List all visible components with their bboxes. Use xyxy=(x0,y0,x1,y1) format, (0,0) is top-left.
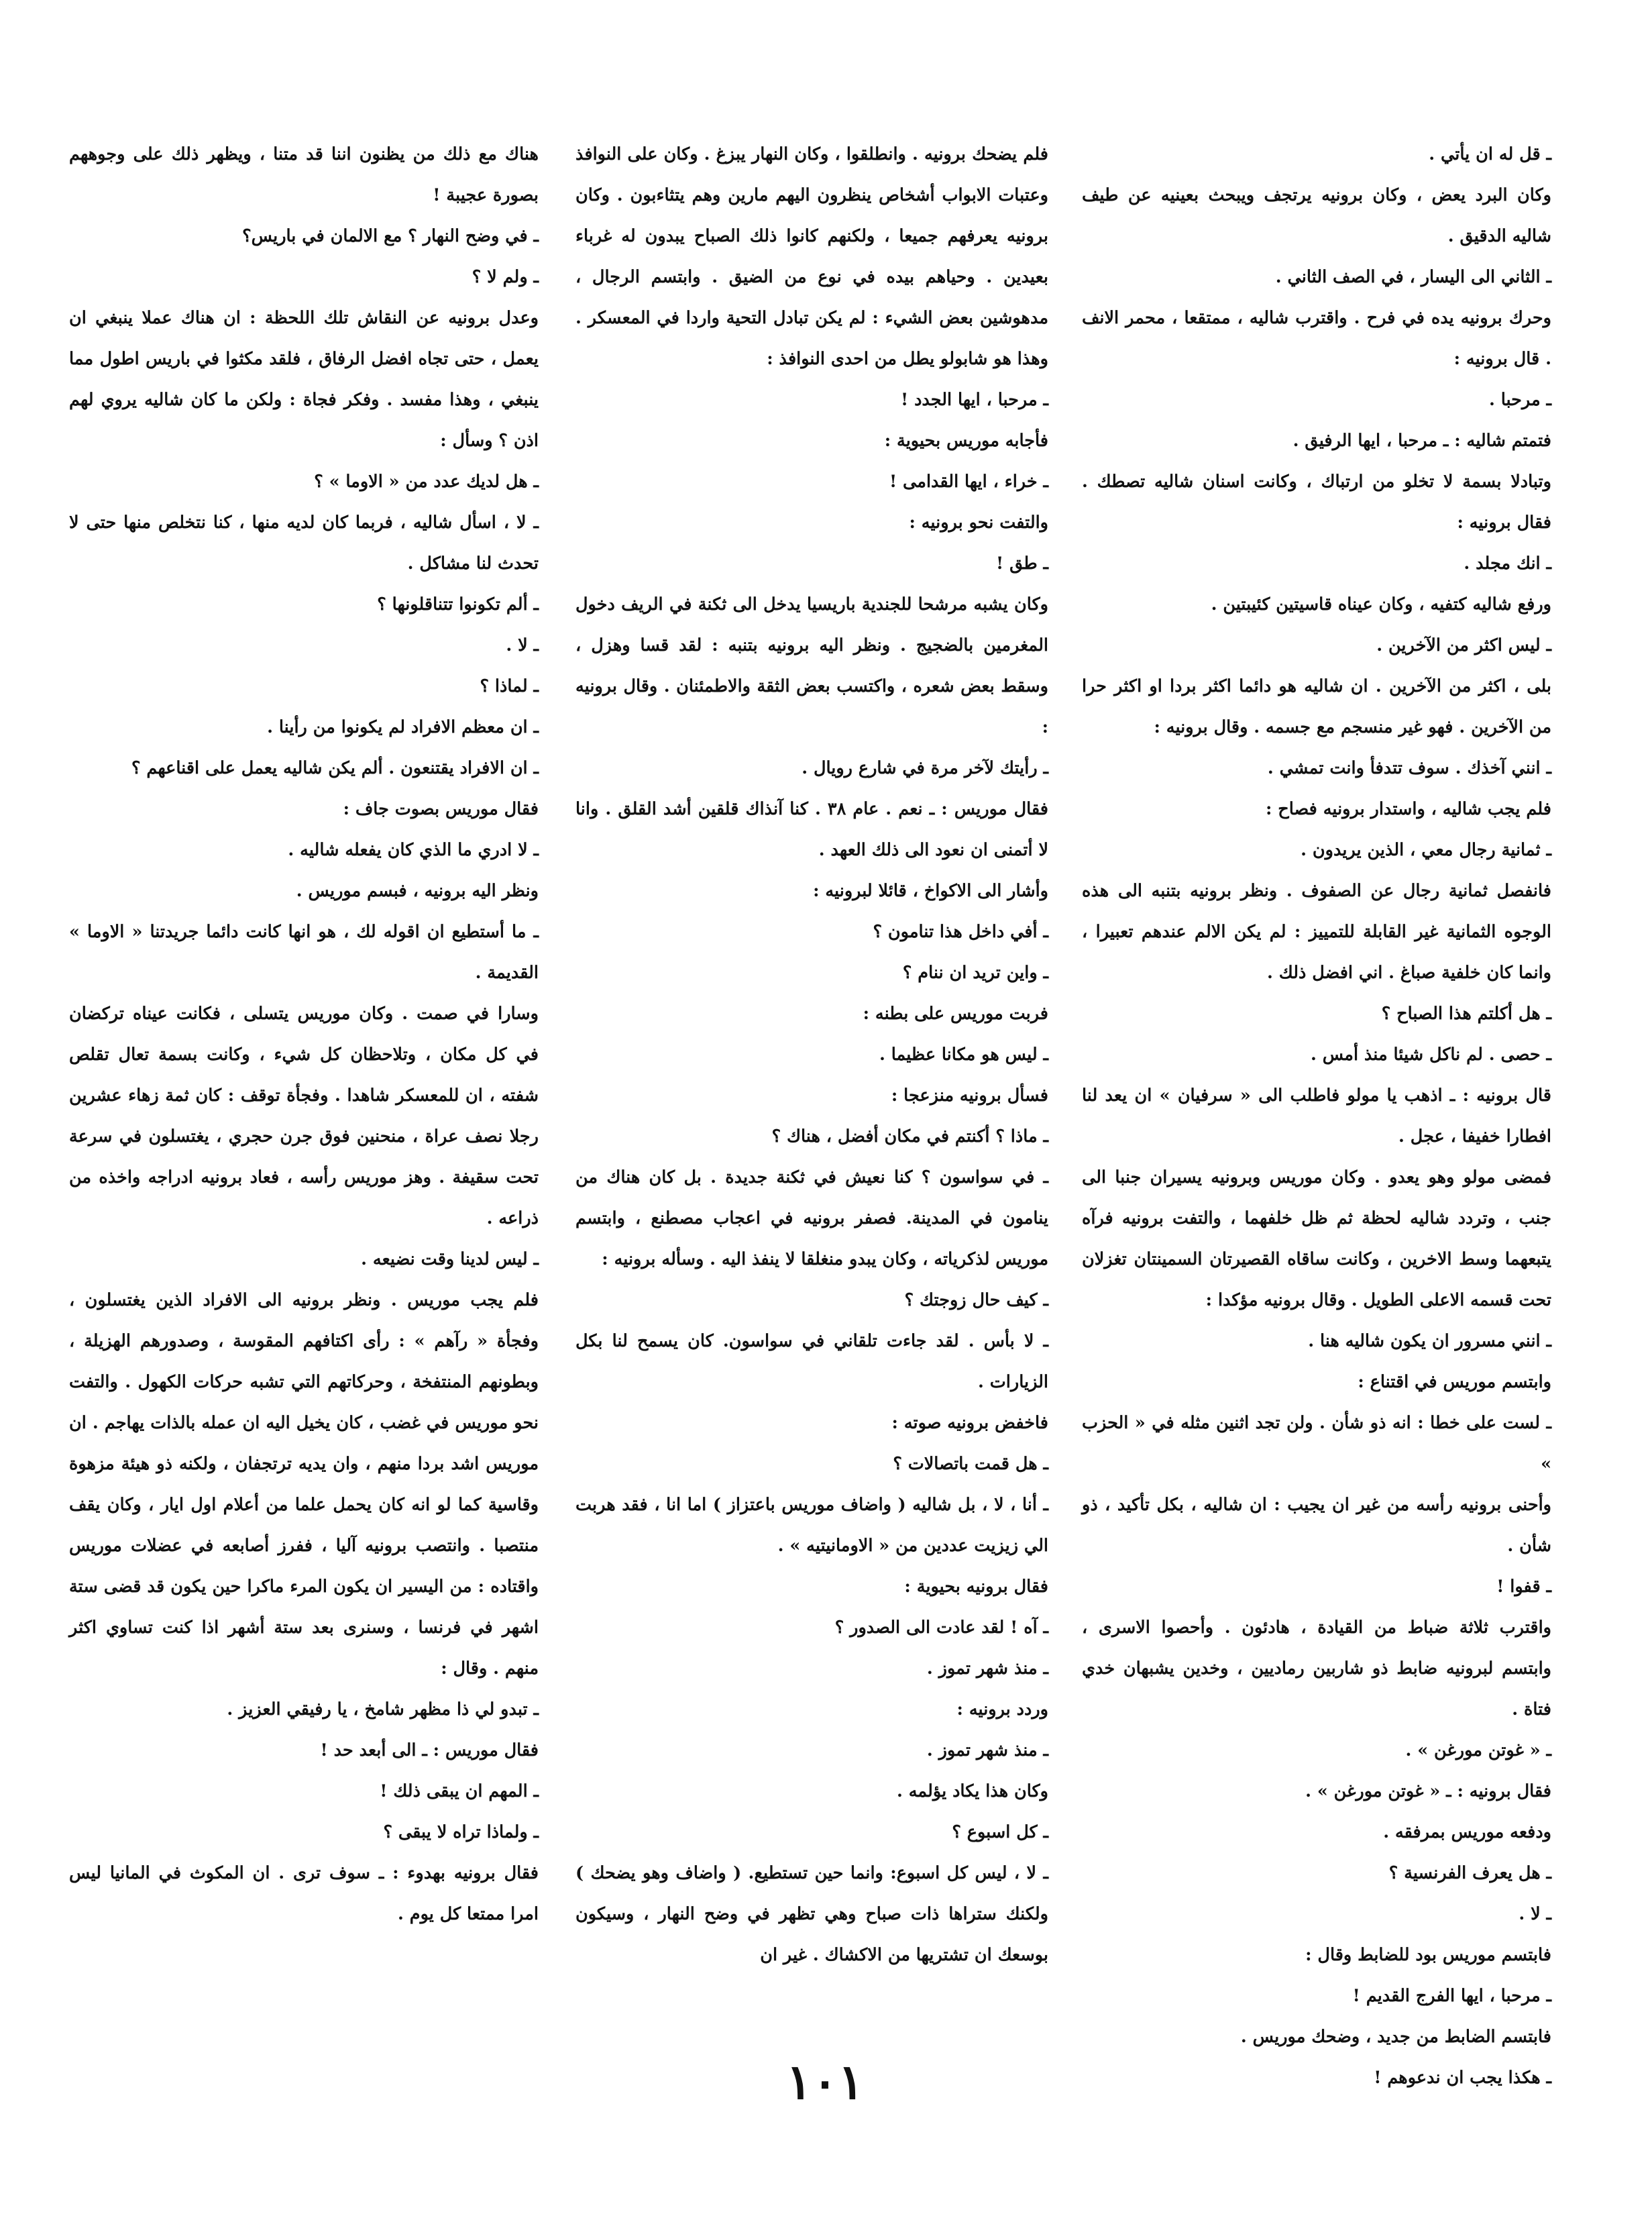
text-paragraph: ـ كل اسبوع ؟ xyxy=(952,1822,1048,1842)
text-paragraph: ـ مرحبا ، ايها الجدد ! xyxy=(901,390,1048,410)
text-paragraph: فابتسم موريس بود للضابط وقال : xyxy=(1305,1945,1551,1965)
text-paragraph: فمضى مولو وهو يعدو . وكان موريس وبرونيه يسيران جنبا الى جنب ، وتردد شاليه لحظة ثم ظل خلفهما ، والتفت برونيه فرآه يتبعهما وسط الاخرين ، وكانت ساقاه القصيرتان السمينتان تغزلان تحت قسمه الاعلى الطويل . وقال برونيه مؤكدا : xyxy=(1082,1167,1551,1310)
text-paragraph: وأشار الى الاكواخ ، قائلا لبرونيه : xyxy=(813,881,1048,901)
text-paragraph: ـ ماذا ؟ أكنتم في مكان أفضل ، هناك ؟ xyxy=(771,1126,1048,1147)
text-paragraph: ـ انني مسرور ان يكون شاليه هنا . xyxy=(1308,1331,1551,1351)
text-paragraph: ـ انك مجلد . xyxy=(1464,553,1551,574)
text-paragraph: فابتسم الضابط من جديد ، وضحك موريس . xyxy=(1240,2027,1551,2047)
text-paragraph: ـ ليس اكثر من الآخرين . xyxy=(1376,635,1551,655)
text-paragraph: ـ هل يعرف الفرنسية ؟ xyxy=(1388,1863,1551,1883)
text-paragraph: ـ ليس لدينا وقت نضيعه . xyxy=(361,1249,539,1269)
text-paragraph: وكان البرد يعض ، وكان برونيه يرتجف ويبحث بعينيه عن طيف شاليه الدقيق . xyxy=(1082,185,1551,246)
text-paragraph: ـ واين تريد ان ننام ؟ xyxy=(902,963,1048,983)
text-paragraph: ـ لا . xyxy=(1519,1904,1551,1924)
text-paragraph: فقال موريس : ـ نعم . عام ٣٨ . كنا آنذاك قلقين أشد القلق . وانا لا أتمنى ان نعود الى ذلك العهد . xyxy=(575,799,1048,860)
text-paragraph: ـ لا ادري ما الذي كان يفعله شاليه . xyxy=(288,840,539,860)
text-paragraph: فاخفض برونيه صوته : xyxy=(891,1413,1048,1433)
text-paragraph: فلم يضحك برونيه . وانطلقوا ، وكان النهار يبزغ . وكان على النوافذ وعتبات الابواب أشخاص ينظرون اليهم مارين وهم يتثاءبون . وكان برونيه يعرفهم جميعا ، ولكنهم كانوا ذلك الصباح يبدون له غرباء بعيدين . وحياهم بيده في نوع من الضيق . وابتسم الرجال ، مدهوشين بعض الشيء : لم يكن تبادل التحية واردا في المعسكر . وهذا هو شابولو يطل من احدى النوافذ : xyxy=(575,144,1048,369)
text-paragraph: وتبادلا بسمة لا تخلو من ارتباك ، وكانت اسنان شاليه تصطك . فقال برونيه : xyxy=(1082,472,1551,533)
text-paragraph: فقال موريس : ـ الى أبعد حد ! xyxy=(320,1740,539,1760)
text-paragraph: ـ منذ شهر تموز . xyxy=(926,1658,1048,1679)
text-paragraph: ـ رأيتك لآخر مرة في شارع رويال . xyxy=(802,758,1048,778)
text-paragraph: ـ منذ شهر تموز . xyxy=(926,1740,1048,1760)
text-paragraph: فقال موريس بصوت جاف : xyxy=(343,799,539,819)
text-paragraph: بلى ، اكثر من الآخرين . ان شاليه هو دائما اكثر بردا او اكثر حرا من الآخرين . فهو غير منسجم مع جسمه . وقال برونيه : xyxy=(1082,676,1551,737)
text-paragraph: ـ « غوتن مورغن » . xyxy=(1405,1740,1551,1760)
text-paragraph: ـ لماذا ؟ xyxy=(480,676,539,696)
text-paragraph: ـ انني آخذك . سوف تتدفأ وانت تمشي . xyxy=(1267,758,1551,778)
text-paragraph: ـ كيف حال زوجتك ؟ xyxy=(904,1290,1048,1310)
text-paragraph: ونظر اليه برونيه ، فبسم موريس . xyxy=(296,881,539,901)
text-paragraph: فلم يجب شاليه ، واستدار برونيه فصاح : xyxy=(1266,799,1551,819)
text-paragraph: فقال برونيه : ـ « غوتن مورغن » . xyxy=(1305,1781,1551,1801)
text-paragraph: وأحنى برونيه رأسه من غير ان يجيب : ان شاليه ، بكل تأكيد ، ذو شأن . xyxy=(1082,1495,1551,1556)
text-paragraph: وحرك برونيه يده في فرح . واقترب شاليه ، ممتقعا ، محمر الانف . قال برونيه : xyxy=(1082,308,1551,369)
text-paragraph: ـ الثاني الى اليسار ، في الصف الثاني . xyxy=(1275,267,1551,287)
text-paragraph: ـ ما أستطيع ان اقوله لك ، هو انها كانت دائما جريدتنا « الاوما » القديمة . xyxy=(69,922,539,983)
text-paragraph: ـ طق ! xyxy=(996,553,1048,574)
text-paragraph: ـ لا ، اسأل شاليه ، فربما كان لديه منها ، كنا نتخلص منها حتى لا تحدث لنا مشاكل . xyxy=(69,513,539,574)
text-paragraph: ـ مرحبا . xyxy=(1488,390,1551,410)
text-paragraph: ورفع شاليه كتفيه ، وكان عيناه قاسيتين كئيبتين . xyxy=(1211,594,1551,615)
text-paragraph: ـ هل لديك عدد من « الاوما » ؟ xyxy=(314,472,539,492)
page-number: ١٠١ xyxy=(785,2053,864,2110)
text-paragraph: ـ أنا ، لا ، بل شاليه ( واضاف موريس باعتزاز ) اما انا ، فقد هربت الي زيزيت عددين من « الاومانيتيه » . xyxy=(575,1495,1048,1556)
text-paragraph: ـ قفوا ! xyxy=(1496,1577,1551,1597)
text-paragraph: وكان هذا يكاد يؤلمه . xyxy=(896,1781,1048,1801)
text-paragraph: ـ لا بأس . لقد جاءت تلقاني في سواسون. كان يسمح لنا بكل الزيارات . xyxy=(575,1331,1048,1392)
text-paragraph: ـ حصى . لم ناكل شيئا منذ أمس . xyxy=(1311,1045,1551,1065)
text-paragraph: ـ ثمانية رجال معي ، الذين يريدون . xyxy=(1301,840,1551,860)
text-paragraph: واقترب ثلاثة ضباط من القيادة ، هادئون . وأحصوا الاسرى ، وابتسم لبرونيه ضابط ذو شاربين رماديين ، وخدين يشبهان خدي فتاة . xyxy=(1082,1618,1551,1720)
text-paragraph: ـ أفي داخل هذا تنامون ؟ xyxy=(873,922,1048,942)
text-paragraph: ودفعه موريس بمرفقه . xyxy=(1383,1822,1551,1842)
text-paragraph: هناك مع ذلك من يظنون اننا قد متنا ، ويظهر ذلك على وجوههم بصورة عجيبة ! xyxy=(69,144,539,205)
text-paragraph: ـ ولم لا ؟ xyxy=(472,267,539,287)
text-paragraph: ـ مرحبا ، ايها الفرج القديم ! xyxy=(1352,1986,1551,2006)
text-paragraph: وابتسم موريس في اقتناع : xyxy=(1358,1372,1551,1392)
text-paragraph: فربت موريس على بطنه : xyxy=(863,1004,1048,1024)
text-paragraph: فقال برونيه بحيوية : xyxy=(904,1577,1048,1597)
text-paragraph: وكان يشبه مرشحا للجندية باريسيا يدخل الى ثكنة في الريف دخول المغرمين بالضجيج . ونظر اليه برونيه بتنبه : لقد قسا وهزل ، وسقط بعض شعره ، واكتسب بعض الثقة والاطمئنان . وقال برونيه : xyxy=(575,594,1048,737)
text-paragraph: ـ آه ! لقد عادت الى الصدور ؟ xyxy=(834,1618,1048,1638)
text-column-left xyxy=(69,134,539,1935)
text-paragraph: فقال برونيه بهدوء : ـ سوف ترى . ان المكوث في المانيا ليس امرا ممتعا كل يوم . xyxy=(69,1863,539,1924)
text-paragraph: ـ ان الافراد يقتنعون . ألم يكن شاليه يعمل على اقناعهم ؟ xyxy=(131,758,539,778)
text-column-middle xyxy=(575,134,1048,1976)
text-paragraph: ـ تبدو لي ذا مظهر شامخ ، يا رفيقي العزيز . xyxy=(227,1699,539,1720)
text-paragraph: ـ هل قمت باتصالات ؟ xyxy=(893,1454,1048,1474)
text-paragraph: ـ ألم تكونوا تتناقلونها ؟ xyxy=(377,594,539,615)
text-column-right xyxy=(1082,134,1551,2099)
text-paragraph: ـ في سواسون ؟ كنا نعيش في ثكنة جديدة . بل كان هناك من ينامون في المدينة. فصفر برونيه في اعجاب مصطنع ، وابتسم موريس لذكرياته ، وكان يبدو منغلقا لا ينفذ اليه . وسأله برونيه : xyxy=(575,1167,1049,1269)
text-paragraph: فانفصل ثمانية رجال عن الصفوف . ونظر برونيه بتنبه الى هذه الوجوه الثمانية غير القابلة للتمييز : لم يكن الالم عندهم تعبيرا ، وانما كان خلفية صباغ . اني افضل ذلك . xyxy=(1082,881,1551,983)
text-paragraph: ـ المهم ان يبقى ذلك ! xyxy=(380,1781,539,1801)
text-paragraph: فلم يجب موريس . ونظر برونيه الى الافراد الذين يغتسلون ، وفجأة « رآهم » : رأى اكتافهم المقوسة ، وصدورهم الهزيلة ، وبطونهم المنتفخة ، وحركاتهم التي تشبه حركات الكهول . والتفت نحو موريس في غضب ، كان يخيل اليه ان عمله بالذات يهاجم . ان موريس اشد بردا منهم ، وان يديه ترتجفان ، ولكنه ذو هيئة مزهوة وقاسية كما لو انه كان يحمل علما من أعلام اول ايار ، وكان يقف منتصبا . وانتصب برونيه آليا ، ففرز أصابعه في عضلات موريس واقتاده : من اليسير ان يكون المرء ماكرا حين يكون قد قضى ستة اشهر في فرنسا ، وسنرى بعد ستة أشهر اذا كنت تساوي اكثر منهم . وقال : xyxy=(69,1290,539,1679)
text-paragraph: وردد برونيه : xyxy=(956,1699,1048,1720)
text-paragraph: ـ لا . xyxy=(506,635,539,655)
text-paragraph: وسارا في صمت . وكان موريس يتسلى ، فكانت عيناه تركضان في كل مكان ، وتلاحظان كل شيء ، وكانت بسمة تعال تقلص شفته ، ان للمعسكر شاهدا . وفجأة توقف : كان ثمة زهاء عشرين رجلا نصف عراة ، منحنين فوق جرن حجري ، يغتسلون في سرعة تحت سقيفة . وهز موريس رأسه ، فعاد برونيه ادراجه واخذه من ذراعه . xyxy=(69,1004,539,1228)
text-paragraph: ـ ولماذا تراه لا يبقى ؟ xyxy=(383,1822,539,1842)
text-paragraph: ـ في وضح النهار ؟ مع الالمان في باريس؟ xyxy=(242,226,539,246)
text-paragraph: ـ هكذا يجب ان ندعوهم ! xyxy=(1374,2068,1551,2088)
text-paragraph: والتفت نحو برونيه : xyxy=(909,513,1048,533)
text-paragraph: وعدل برونيه عن النقاش تلك اللحظة : ان هناك عملا ينبغي ان يعمل ، حتى تجاه افضل الرفاق ، فلقد مكثوا في باريس اطول مما ينبغي ، وهذا مفسد . وفكر فجاة : ولكن ما كان شاليه يروي لهم اذن ؟ وسأل : xyxy=(69,308,539,451)
text-paragraph: ـ لست على خطا : انه ذو شأن . ولن تجد اثنين مثله في « الحزب » xyxy=(1082,1413,1552,1474)
text-paragraph: فسأل برونيه منزعجا : xyxy=(891,1086,1048,1106)
text-paragraph: ـ لا ، ليس كل اسبوع: وانما حين تستطيع. ( واضاف وهو يضحك ) ولكنك ستراها ذات صباح وهي تظهر في وضح النهار ، وسيكون بوسعك ان تشتريها من الاكشاك . غير ان xyxy=(575,1863,1048,1965)
text-paragraph: ـ قل له ان يأتي . xyxy=(1429,144,1551,164)
text-paragraph: ـ ليس هو مكانا عظيما . xyxy=(879,1045,1048,1065)
text-paragraph: فتمتم شاليه : ـ مرحبا ، ايها الرفيق . xyxy=(1292,431,1551,451)
text-paragraph: ـ ان معظم الافراد لم يكونوا من رأينا . xyxy=(267,717,539,737)
text-paragraph: فأجابه موريس بحيوية : xyxy=(884,431,1048,451)
text-paragraph: قال برونيه : ـ اذهب يا مولو فاطلب الى « سرفيان » ان يعد لنا افطارا خفيفا ، عجل . xyxy=(1082,1086,1551,1147)
text-paragraph: ـ خراء ، ايها القدامى ! xyxy=(889,472,1048,492)
text-paragraph: ـ هل أكلتم هذا الصباح ؟ xyxy=(1381,1004,1551,1024)
